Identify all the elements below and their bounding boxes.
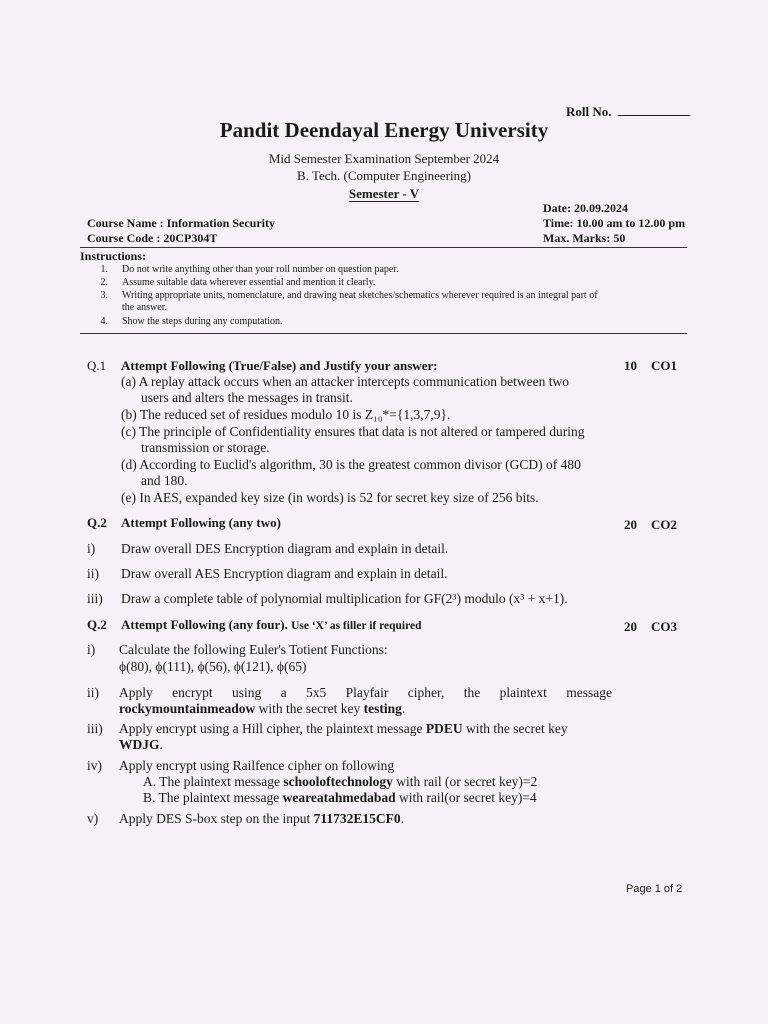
question-title: Attempt Following (any four). Use ‘X’ as filler if required [121,617,422,632]
true-false-item: (e) In AES, expanded key size (in words) is 52 for secret key size of 256 bits. [121,490,539,505]
exam-title: Mid Semester Examination September 2024 [268,151,500,166]
question-item: Apply encrypt using a 5x5 Playfair cipher, the plaintext message [119,685,612,700]
exam-time: Time: 10.00 am to 12.00 pm [543,216,686,230]
university-name: Pandit Deendayal Energy University [219,118,549,142]
item-label: i) [87,642,96,657]
item-label: v) [87,811,99,826]
course-outcome: CO2 [651,517,677,532]
question-marks: 20 [624,619,637,634]
divider [80,247,687,248]
page-number: Page 1 of 2 [626,883,683,895]
item-label: iii) [87,721,103,736]
semester-label: Semester - V [348,186,420,201]
true-false-item: (b) The reduced set of residues modulo 10 is Z₁₀*={1,3,7,9}. [121,407,451,422]
question-item: Draw a complete table of polynomial multiplication for GF(2³) modulo (x³ + x+1). [121,591,568,606]
divider [80,333,687,334]
max-marks: Max. Marks: 50 [543,231,626,245]
question-item: Draw overall AES Encryption diagram and explain in detail. [121,566,448,581]
item-label: ii) [87,566,99,581]
question-item: Apply DES S-box step on the input 711732E15CF0. [119,811,405,826]
roll-number-blank [618,104,690,116]
item-label: i) [87,541,96,556]
roll-number-label: Roll No. [566,104,690,120]
question-item: Apply encrypt using Railfence cipher on following [119,758,395,773]
question-title: Attempt Following (any two) [121,515,281,530]
true-false-item: (a) A replay attack occurs when an attacker intercepts communication between two [121,374,569,389]
item-label: iii) [87,591,103,606]
instructions-title: Instructions: [80,249,147,263]
true-false-item: (c) The principle of Confidentiality ensures that data is not altered or tampered during [121,424,585,439]
question-number: Q.2 [87,617,107,632]
exam-date: Date: 20.09.2024 [543,201,628,215]
item-continuation: rockymountainmeadow with the secret key testing. [119,701,406,716]
exam-page: Roll No. Pandit Deendayal Energy University Mid Semester Examination September 2024 B. Tech. (Computer Engineering) Semester - V Date: 20.09.2024 Course Name : Information Security Time: 10.00 am to 12.00 pm Course Code : 20CP304T Max. Marks: 50 Instructions: 1. Do not write anything other than your roll number on question paper. 2. Assume suitable data wherever essential and mention it clearly. 3. Writing appropriate units, nomenclature, and drawing neat sketches/schematics wherever required is an integral part of the answer. 4. Show the steps during any computation. Q.1 Attempt Following (True/False) and Justify your answer: 10 CO1 (a) A replay attack occurs when an attacker intercepts communication between two users and alters the messages in transit. (b) The reduced set of residues modulo 10 is Z₁₀*={1,3,7,9}. (c) The principle of Confidentiality ensures that data is not altered or tampered during transmission or storage. (d) According to Euclid's algorithm, 30 is the greatest common divisor (GCD) of 480 and 180. (e) In AES, expanded key size (in words) is 52 for secret key size of 256 bits. Q.2 Attempt Following (any two) 20 CO2 i) Draw overall DES Encryption diagram and explain in detail. ii) Draw overall AES Encryption diagram and explain in detail. iii) Draw a complete table of polynomial multiplication for GF(2³) modulo (x³ + x+1). Q.2 Attempt Following (any four). Use ‘X’ as filler if required 20 CO3 i) Calculate the following Euler's Totient Functions: ϕ(80), ϕ(111), ϕ(56), ϕ(121), ϕ(65) ii) Apply encrypt using a 5x5 Playfair cipher, the plaintext message rockymountainmeadow with the secret key testing. iii) Apply encrypt using a Hill cipher, the plaintext message PDEU with the secret key WDJG. iv) Apply encrypt using Railfence cipher on following A. The plaintext message schooloftechnology with rail (or secret key)=2 B. The plaintext message weareatahmedabad with rail(or secret key)=4 v) Apply DES S-box step on the input 711732E15CF0. Page 1 of 2 [0,0,768,1024]
instruction-item-continuation: the answer. [122,302,167,313]
question-marks: 10 [624,358,637,373]
question-title: Attempt Following (True/False) and Justify your answer: [121,358,438,373]
question-item: Draw overall DES Encryption diagram and explain in detail. [121,541,449,556]
question-marks: 20 [624,517,637,532]
course-name: Course Name : Information Security [87,216,275,230]
course-code: Course Code : 20CP304T [87,231,218,245]
course-outcome: CO3 [651,619,677,634]
item-continuation: WDJG. [119,737,163,752]
question-number: Q.2 [87,515,107,530]
program-name: B. Tech. (Computer Engineering) [297,168,471,183]
item-continuation: and 180. [141,473,188,488]
item-label: iv) [87,758,102,773]
question-number: Q.1 [87,358,107,373]
question-item: Calculate the following Euler's Totient Functions: [119,642,388,657]
item-continuation: transmission or storage. [141,440,270,455]
item-continuation: ϕ(80), ϕ(111), ϕ(56), ϕ(121), ϕ(65) [119,659,307,674]
true-false-item: (d) According to Euclid's algorithm, 30 is the greatest common divisor (GCD) of 480 [121,457,581,472]
course-outcome: CO1 [651,358,677,373]
question-item: Apply encrypt using a Hill cipher, the plaintext message PDEU with the secret key [119,721,568,736]
sub-item: B. The plaintext message weareatahmedabad with rail(or secret key)=4 [143,790,537,805]
item-label: ii) [87,685,99,700]
sub-item: A. The plaintext message schooloftechnology with rail (or secret key)=2 [143,774,538,789]
item-continuation: users and alters the messages in transit. [141,390,353,405]
